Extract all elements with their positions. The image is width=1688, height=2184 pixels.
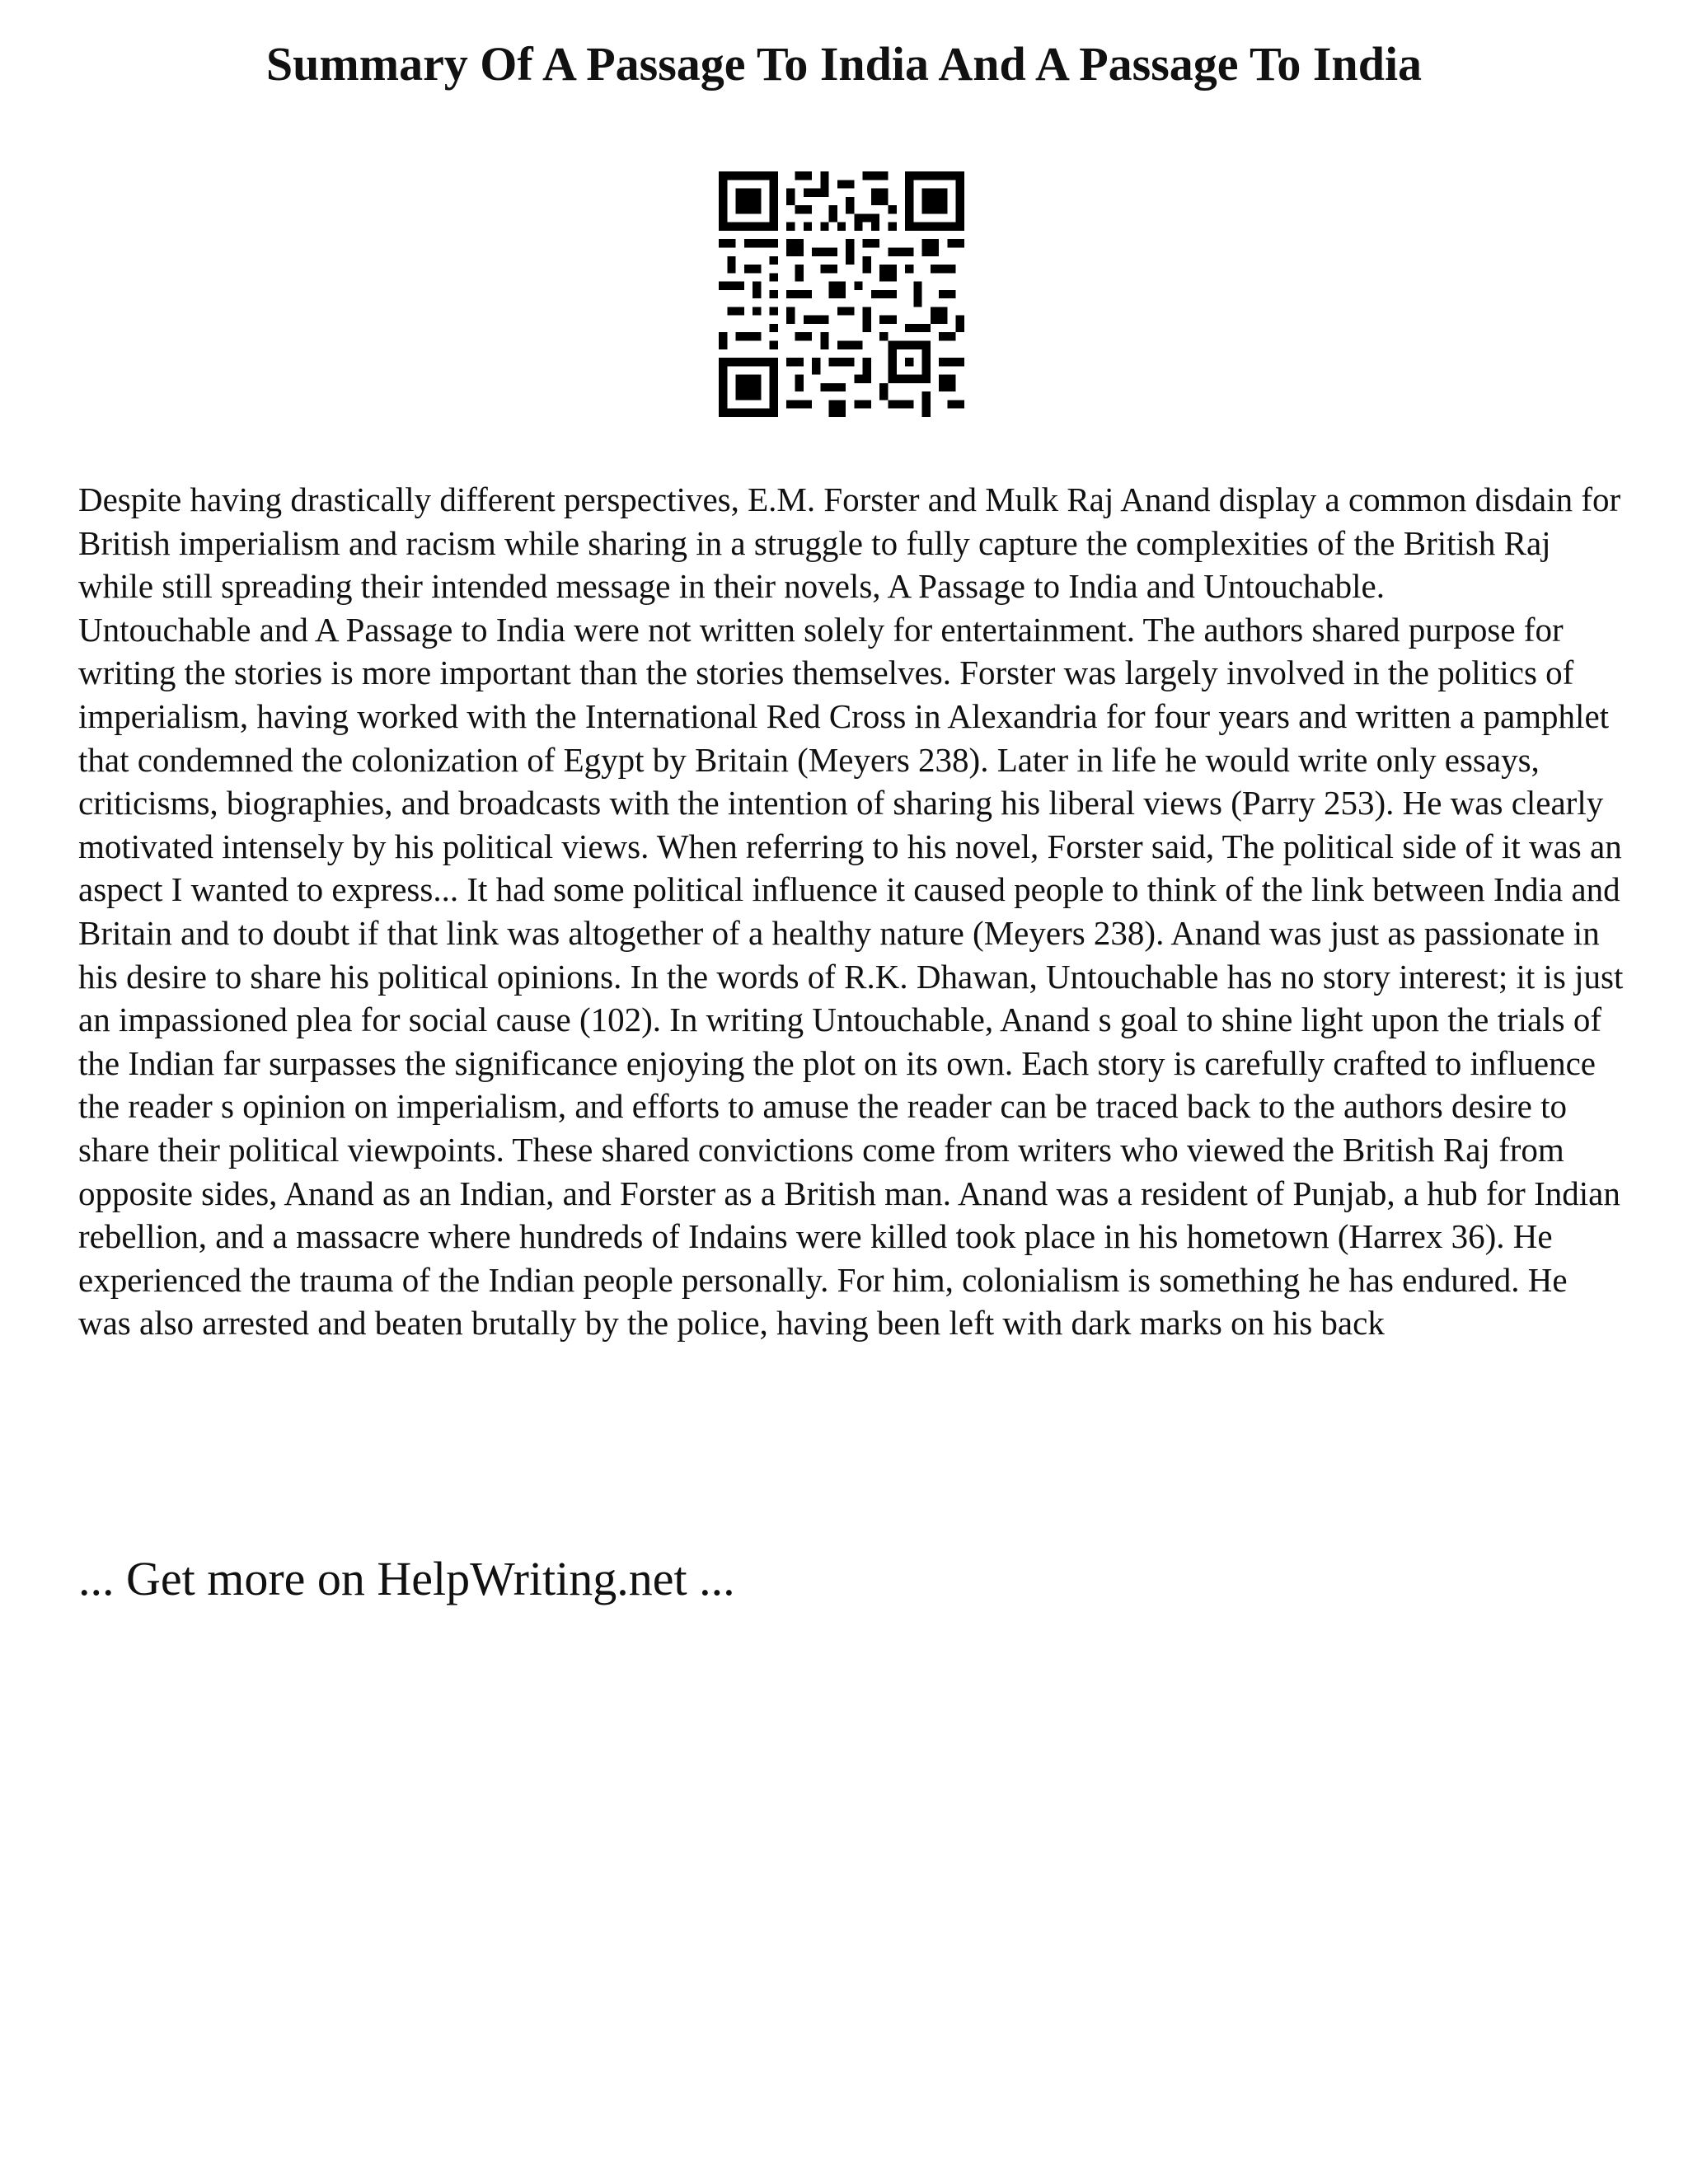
get-more-link[interactable]: ... Get more on HelpWriting.net ... <box>78 1552 735 1605</box>
essay-body <box>78 478 1628 1345</box>
paragraph-intro: Despite having drastically different perspectives, E.M. Forster and Mulk Raj Anand display a common disdain for British imperialism and racism while sharing in a struggle to fully capture the complexities of the British Raj while still spreading their intended message in their novels, A Passage to India and Untouchable. <box>78 480 1621 606</box>
qr-code-icon <box>719 171 964 417</box>
paragraph-main: Untouchable and A Passage to India were not written solely for entertainment. The authors shared purpose for writing the stories is more important than the stories themselves. Forster was largely involved in the politics of imperialism, having worked with the International Red Cross in Alexandria for four years and written a pamphlet that condemned the colonization of Egypt by Britain (Meyers 238). Later in life he would write only essays, criticisms, biographies, and broadcasts with the intention of sharing his liberal views (Parry 253). He was clearly motivated intensely by his political views. When referring to his novel, Forster said, The political side of it was an aspect I wanted to express... It had some political influence it caused people to think of the link between India and Britain and to doubt if that link was altogether of a healthy nature (Meyers 238). Anand was just as passionate in his desire to share his political opinions. In the words of R.K. Dhawan, Untouchable has no story interest; it is just an impassioned plea for social cause (102). In writing Untouchable, Anand s goal to shine light upon the trials of the Indian far surpasses the significance enjoying the plot on its own. Each story is carefully crafted to influence the reader s opinion on imperialism, and efforts to amuse the reader can be traced back to the authors desire to share their political viewpoints. These shared convictions come from writers who viewed the British Raj from opposite sides, Anand as an Indian, and Forster as a British man. Anand was a resident of Punjab, a hub for Indian rebellion, and a massacre where hundreds of Indains were killed took place in his hometown (Harrex 36). He experienced the trauma of the Indian people personally. For him, colonialism is something he has endured. He was also arrested and beaten brutally by the police, having been left with dark marks on his back <box>78 610 1624 1343</box>
page-title: Summary Of A Passage To India And A Passage To India <box>265 37 1423 91</box>
